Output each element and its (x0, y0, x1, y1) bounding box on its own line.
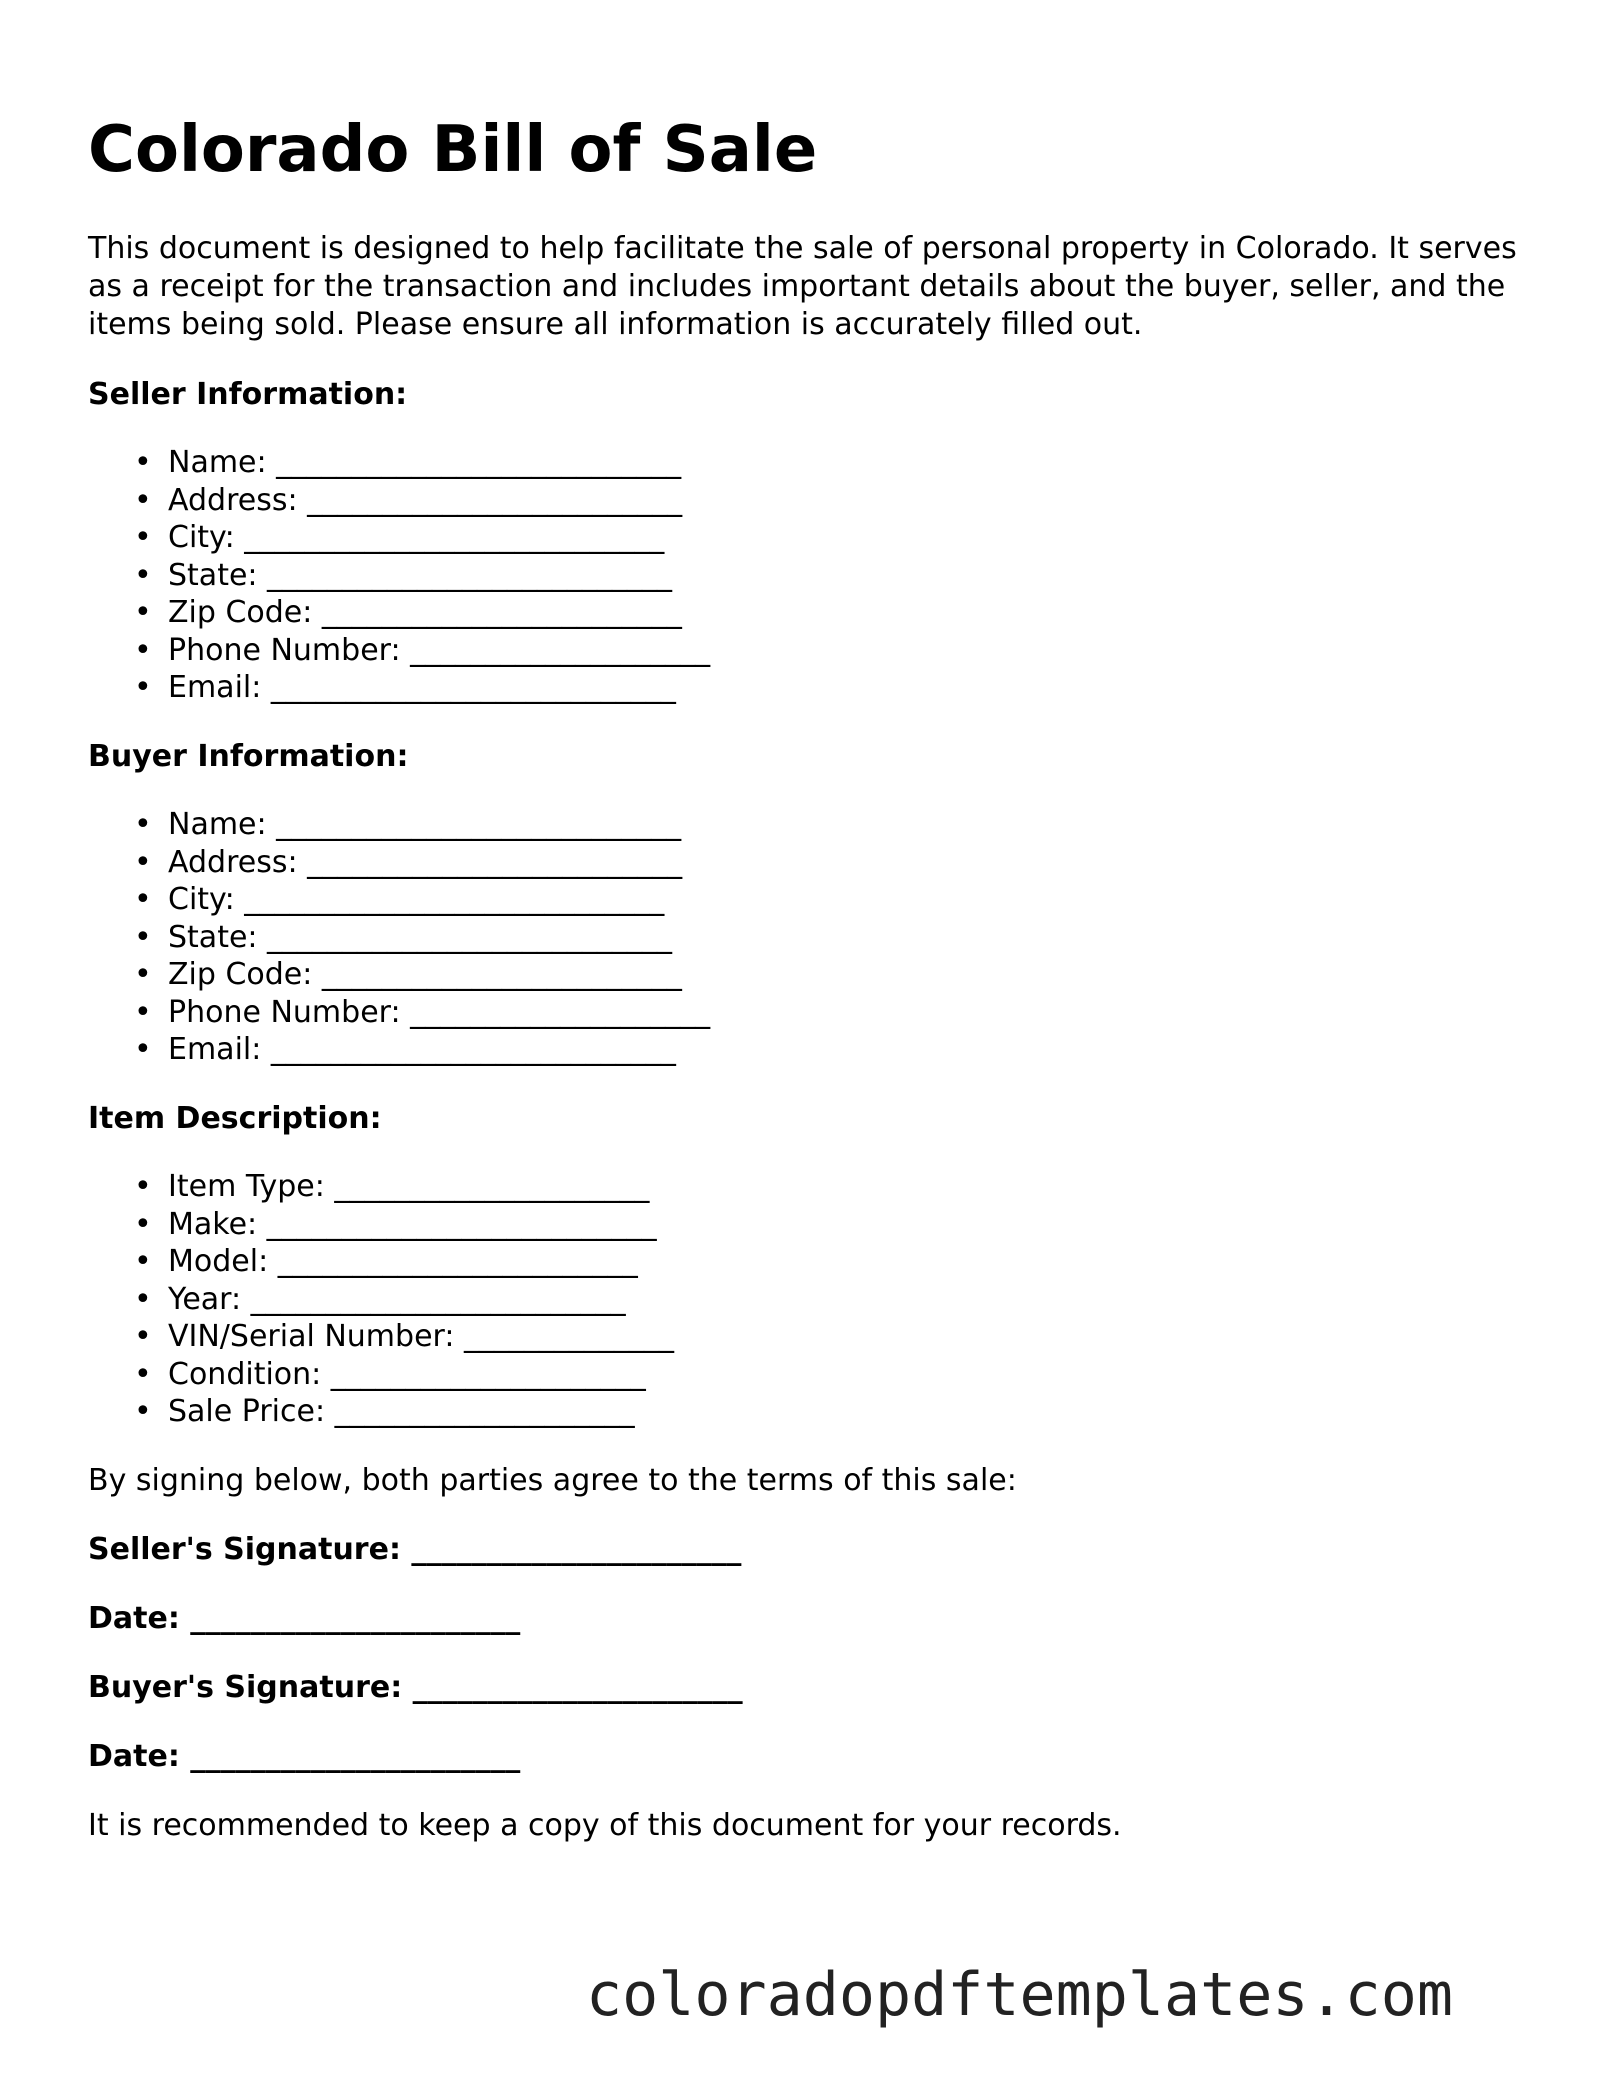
buyer-fields-list (88, 806, 710, 1069)
seller-phone-field[interactable]: • Phone Number: ____________________ (134, 632, 711, 668)
buyer-name-field[interactable]: • Name: ___________________________ (134, 807, 682, 842)
buyer-email-field[interactable]: • Email: ___________________________ (134, 1032, 676, 1067)
item-fields-list (88, 1168, 674, 1431)
bullet: • (134, 1319, 152, 1354)
item-type-field[interactable]: • Item Type: _____________________ (134, 1169, 650, 1204)
bullet: • (134, 1394, 152, 1429)
bullet: • (134, 520, 152, 555)
bullet: • (134, 882, 152, 917)
buyer-date-line[interactable]: Date: ______________________ (88, 1739, 521, 1774)
bullet: • (134, 844, 152, 880)
agreement-text: By signing below, both parties agree to the terms of this sale: (88, 1463, 1017, 1498)
records-note: It is recommended to keep a copy of this document for your records. (88, 1808, 1122, 1843)
bullet: • (134, 482, 152, 518)
bullet: • (134, 957, 152, 992)
item-heading: Item Description: (88, 1101, 382, 1136)
bullet: • (134, 1032, 152, 1067)
bullet: • (134, 1356, 152, 1392)
bullet: • (134, 1206, 152, 1242)
item-vin-field[interactable]: • VIN/Serial Number: ______________ (134, 1319, 674, 1354)
seller-state-field[interactable]: • State: ___________________________ (134, 557, 673, 593)
bullet: • (134, 994, 152, 1030)
seller-heading: Seller Information: (88, 377, 408, 412)
buyer-state-field[interactable]: • State: ___________________________ (134, 919, 673, 955)
bullet: • (134, 807, 152, 842)
seller-address-field[interactable]: • Address: _________________________ (134, 482, 683, 518)
item-model-field[interactable]: • Model: ________________________ (134, 1244, 638, 1279)
bullet: • (134, 670, 152, 705)
watermark-text: coloradopdftemplates.com (586, 1960, 1453, 2030)
seller-date-line[interactable]: Date: ______________________ (88, 1601, 521, 1636)
buyer-heading: Buyer Information: (88, 739, 409, 774)
bullet: • (134, 1281, 152, 1317)
item-make-field[interactable]: • Make: __________________________ (134, 1206, 657, 1242)
seller-city-field[interactable]: • City: ____________________________ (134, 520, 665, 555)
bullet: • (134, 632, 152, 668)
intro-paragraph: This document is designed to help facilitate the sale of personal property in Colorado. It serves as a receipt for the transaction and includes important details about the buyer, seller, and the items being sold. Please ensure all information is accurately filled out. (88, 231, 1517, 342)
buyer-zip-field[interactable]: • Zip Code: ________________________ (134, 957, 682, 992)
bullet: • (134, 557, 152, 593)
seller-email-field[interactable]: • Email: ___________________________ (134, 670, 676, 705)
item-price-field[interactable]: • Sale Price: ____________________ (134, 1394, 635, 1429)
buyer-address-field[interactable]: • Address: _________________________ (134, 844, 683, 880)
buyer-city-field[interactable]: • City: ____________________________ (134, 882, 665, 917)
buyer-signature-line[interactable]: Buyer's Signature: ______________________ (88, 1670, 743, 1705)
seller-signature-line[interactable]: Seller's Signature: ______________________ (88, 1532, 742, 1567)
bullet: • (134, 445, 152, 480)
item-condition-field[interactable]: • Condition: _____________________ (134, 1356, 646, 1392)
page-title: Colorado Bill of Sale (88, 113, 818, 187)
bullet: • (134, 1169, 152, 1204)
item-year-field[interactable]: • Year: _________________________ (134, 1281, 626, 1317)
bullet: • (134, 595, 152, 630)
seller-name-field[interactable]: • Name: ___________________________ (134, 445, 682, 480)
seller-fields-list (88, 444, 710, 707)
buyer-phone-field[interactable]: • Phone Number: ____________________ (134, 994, 711, 1030)
bullet: • (134, 1244, 152, 1279)
seller-zip-field[interactable]: • Zip Code: ________________________ (134, 595, 682, 630)
bullet: • (134, 919, 152, 955)
